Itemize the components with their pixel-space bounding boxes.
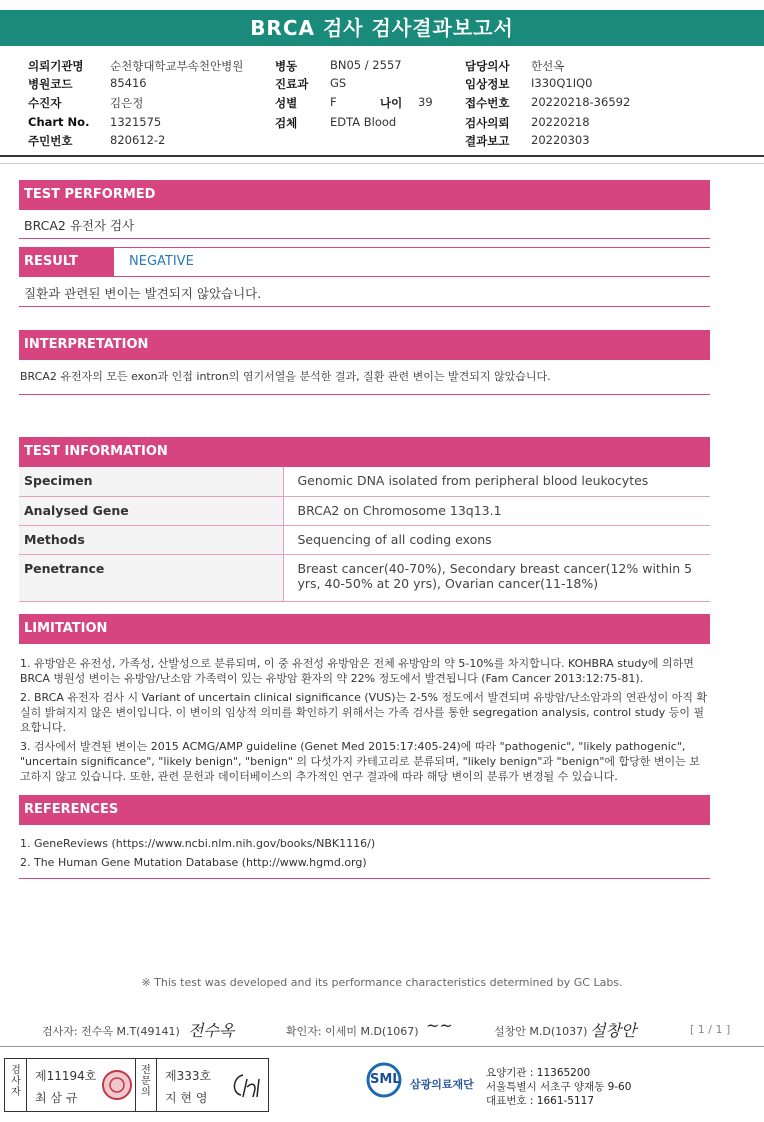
specimen-value: EDTA Blood	[330, 115, 397, 129]
seal-icon	[101, 1069, 133, 1101]
confirmer-signature: ~~	[426, 1016, 453, 1035]
list-item: 3. 검사에서 발견된 변이는 2015 ACMG/AMP guideline (Genet Med 2015:17:405-24)에 따라 "pathogenic", "likely pathogenic", "uncertain significance", "likely benign", "benign" 의 다섯가지 카테고리로 분류되며, "likely benign"과 "benign"에 합당한 변이는 보고하지 않고 있습니다. 또한, 관련 문헌과 데이터베이스의 추가적인 연구 결과에 따라 해당 변이의 분류가 변경될 수 있습니다.	[20, 740, 700, 783]
org-address-block	[486, 1066, 631, 1108]
stamp-name1: 최 삼 규	[35, 1091, 78, 1105]
stamp-name2: 지 현 영	[165, 1091, 208, 1105]
sex-label: 성별	[275, 96, 298, 110]
table-row	[19, 467, 710, 496]
table-key: Analysed Gene	[19, 496, 283, 525]
stamp-no2: 제333호	[165, 1069, 212, 1083]
report-value: 20220303	[531, 133, 590, 147]
recipient-value: 김은정	[110, 96, 144, 110]
test-performed-value: BRCA2 유전자 검사	[24, 218, 135, 233]
divider	[19, 306, 710, 307]
hospital-label: 의뢰기관명	[28, 59, 84, 73]
org-name: 삼광의료재단	[410, 1078, 474, 1091]
limitation-header: LIMITATION	[19, 614, 710, 644]
tester-signature: 전수옥	[188, 1021, 235, 1040]
doctor-label: 담당의사	[465, 59, 510, 73]
stamp-col1: 검사자	[11, 1065, 21, 1098]
table-value: Genomic DNA isolated from peripheral blood leukocytes	[283, 467, 710, 496]
list-item: 1. 유방암은 유전성, 가족성, 산발성으로 분류되며, 이 중 유전성 유방암은 전체 유방암의 약 5-10%를 차지합니다. KOHBRA study에 의하면 BRCA 병원성 변이는 유방암/난소암 가족력이 있는 유방암 환자의 약 22% 정도에서 발견됩니다 (Fam Cancer 2013:12:75-81).	[20, 657, 694, 685]
specimen-label: 검체	[275, 116, 298, 130]
references-header: REFERENCES	[19, 795, 710, 825]
reference-item: 2. The Human Gene Mutation Database (http://www.hgmd.org)	[20, 856, 367, 869]
license-stamp-box	[4, 1058, 269, 1112]
table-row	[19, 496, 710, 525]
reference-item: 1. GeneReviews (https://www.ncbi.nlm.nih.gov/books/NBK1116/)	[20, 837, 376, 850]
director-signature: 설창안	[590, 1021, 637, 1040]
test-info-table	[19, 467, 710, 602]
tester-label: 검사자: 전수옥 M.T(49141)	[42, 1025, 180, 1038]
stamp-no1: 제11194호	[35, 1069, 97, 1083]
org-phone: 대표번호 : 1661-5117	[486, 1095, 595, 1107]
table-key: Penetrance	[19, 554, 283, 601]
result-text: 질환과 관련된 변이는 발견되지 않았습니다.	[24, 286, 262, 301]
logo-text: SML	[370, 1072, 401, 1087]
hospital-value: 순천향대학교부속천안병원	[110, 59, 244, 73]
divider	[19, 878, 710, 879]
table-value: Sequencing of all coding exons	[283, 525, 710, 554]
chart-label: Chart No.	[28, 115, 90, 129]
doctor-value: 한선옥	[531, 59, 565, 73]
org-code: 요양기관 : 11365200	[486, 1067, 591, 1079]
table-row	[19, 525, 710, 554]
result-value: NEGATIVE	[129, 254, 194, 269]
age-label: 나이	[380, 96, 403, 110]
report-label: 결과보고	[465, 134, 510, 148]
footnote: ※ This test was developed and its performance characteristics determined by GC Labs.	[141, 976, 623, 989]
recipient-label: 수진자	[28, 96, 62, 110]
request-label: 검사의뢰	[465, 116, 510, 130]
clinical-value: I330Q1IQ0	[531, 76, 593, 90]
org-address: 서울특별시 서초구 양재동 9-60	[486, 1081, 632, 1093]
limitation-list	[20, 656, 710, 788]
table-row	[19, 554, 710, 601]
chart-value: 1321575	[110, 115, 162, 129]
receipt-value: 20220218-36592	[531, 95, 631, 109]
list-item: 2. BRCA 유전자 검사 시 Variant of uncertain clinical significance (VUS)는 2-5% 정도에서 발견되며 유방암/난소암과의 연관성이 아직 확실히 밝혀지지 않은 변이입니다. 이 변이의 임상적 의미를 확인하기 위해서는 가족 검사를 통한 segregation analysis, control study 등이 필요합니다.	[20, 691, 708, 734]
table-key: Specimen	[19, 467, 283, 496]
age-value: 39	[418, 95, 433, 109]
ward-value: BN05 / 2557	[330, 58, 402, 72]
director-label: 설창안 M.D(1037)	[494, 1025, 588, 1038]
report-title: BRCA 검사 검사결과보고서	[0, 10, 764, 46]
divider	[0, 155, 764, 157]
id-value: 820612-2	[110, 133, 166, 147]
stamp-col2: 전문의	[141, 1065, 151, 1098]
ward-label: 병동	[275, 59, 298, 73]
request-value: 20220218	[531, 115, 590, 129]
clinical-label: 임상정보	[465, 77, 510, 91]
divider	[0, 163, 764, 164]
interpretation-header: INTERPRETATION	[19, 330, 710, 360]
divider	[19, 394, 710, 395]
dept-label: 진료과	[275, 77, 309, 91]
signature-icon	[229, 1069, 265, 1101]
code-label: 병원코드	[28, 77, 73, 91]
confirmer-label: 확인자: 이세미 M.D(1067)	[286, 1025, 419, 1038]
dept-value: GS	[330, 76, 347, 90]
table-value: BRCA2 on Chromosome 13q13.1	[283, 496, 710, 525]
result-row	[19, 247, 710, 277]
table-value: Breast cancer(40-70%), Secondary breast cancer(12% within 5 yrs, 40-50% at 20 yrs), Ovarian cancer(11-18%)	[283, 554, 710, 601]
interpretation-text: BRCA2 유전자의 모든 exon과 인접 intron의 염기서열을 분석한 결과, 질환 관련 변이는 발견되지 않았습니다.	[20, 370, 551, 383]
code-value: 85416	[110, 76, 147, 90]
id-label: 주민번호	[28, 134, 73, 148]
table-key: Methods	[19, 525, 283, 554]
divider	[0, 1046, 764, 1047]
divider	[19, 238, 710, 239]
test-performed-header: TEST PERFORMED	[19, 180, 710, 210]
page-number: [ 1 / 1 ]	[690, 1023, 731, 1036]
test-info-header: TEST INFORMATION	[19, 437, 710, 467]
result-label: RESULT	[19, 248, 114, 276]
patient-info	[0, 52, 764, 152]
sex-value: F	[330, 95, 337, 109]
receipt-label: 접수번호	[465, 96, 510, 110]
